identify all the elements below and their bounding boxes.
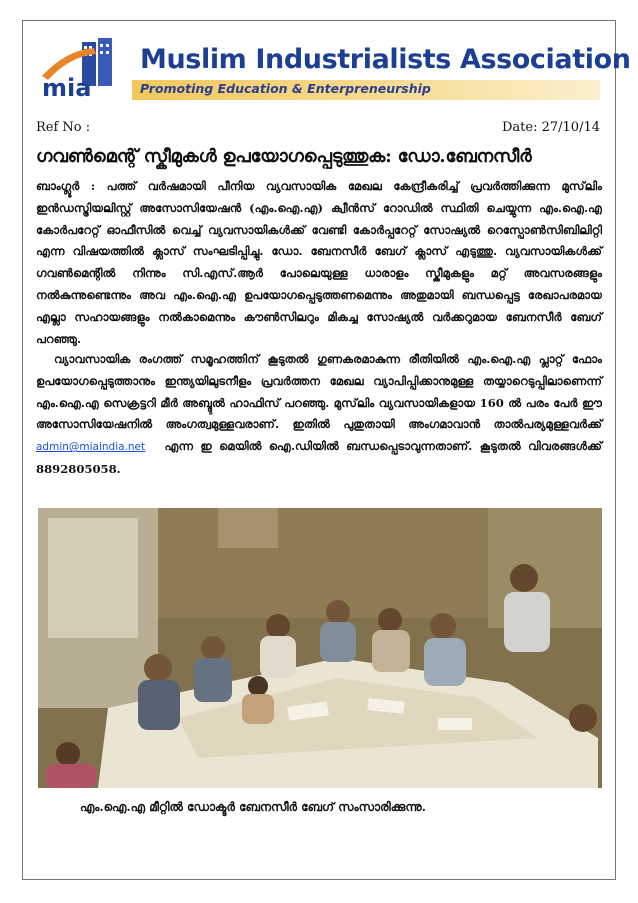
- tagline: Promoting Education & Enterpreneurship: [140, 81, 431, 96]
- article-title: ഗവൺമെന്റ് സ്കീമുകൾ ഉപയോഗപ്പെടുത്തുക: ഡോ.ബേനസീർ: [36, 146, 532, 167]
- meeting-photo: [38, 508, 602, 788]
- reference-number: Ref No :: [36, 120, 91, 135]
- logo-letters: mia: [42, 74, 92, 102]
- photo-caption: എം.ഐ.എ മീറ്റിൽ ഡോക്ടർ ബേനസീർ ബേഗ് സംസാരിക്കുന്നു.: [80, 800, 426, 814]
- email-link[interactable]: admin@miaindia.net: [36, 441, 146, 454]
- paragraph-2-contact: എന്ന ഇ മെയിൽ ഐ.ഡിയിൽ ബന്ധപ്പെടാവുന്നതാണ്. കൂടുതൽ വിവരങ്ങൾക്ക് 8892805058.: [36, 439, 602, 476]
- document-date: Date: 27/10/14: [502, 120, 600, 135]
- mia-logo: [36, 36, 122, 102]
- article-paragraph-1: ബാംഗ്ലൂർ : പത്ത് വർഷമായി പീനിയ വ്യവസായിക മേഖല കേന്ദ്രീകരിച്ച് പ്രവർത്തിക്കുന്ന മുസ്‌ലിം ഇൻഡസ്ട്രിയലിസ്റ്റ് അസോസിയേഷൻ (എം.ഐ.എ) ക്വീൻസ് റോഡിൽ സ്ഥിതി ചെയ്യുന്ന എം.ഐ.എ കോർപറേറ്റ് ഓഫീസിൽ വെച്ച് വ്യവസായികൾക്ക് വേണ്ടി കോർപ്പറേറ്റ് സോഷ്യൽ റെസ്പോൺസിബിലിറ്റി എന്ന വിഷയത്തിൽ ക്ലാസ് സംഘടിപ്പിച്ചു. ഡോ. ബേനസീർ ബേഗ് ക്ലാസ് എടുത്തു. വ്യവസായികൾക്ക് ഗവൺമെന്റിൽ നിന്നും സി.എസ്.ആർ പോലെയുള്ള ധാരാളം സ്കീമുകളും മറ്റ് അവസരങ്ങളും നൽകുന്നുണ്ടെന്നും അവ എം.ഐ.എ ഉപയോഗപ്പെടുത്തണമെന്നും അതുമായി ബന്ധപ്പെട്ട രേഖാപരമായ എല്ലാ സഹായങ്ങളും നൽകാമെന്നും കൗൺസിലറും മികച്ച സോഷ്യൽ വർക്കറുമായ ബേനസീർ ബേഗ് പറഞ്ഞു.: [36, 179, 602, 346]
- paragraph-2-text: വ്യാവസായിക രംഗത്ത് സമൂഹത്തിന് കൂടുതൽ ഗുണകരമാകുന്ന രീതിയിൽ എം.ഐ.എ പ്ലാറ്റ് ഫോം ഉപയോഗപ്പെടുത്താനും ഇന്ത്യയിലുടനീളം പ്രവർത്തന മേഖല വ്യാപിപ്പിക്കാനുമുള്ള തയ്യാറെടുപ്പിലാണെന്ന് എം.ഐ.എ സെക്രട്ടറി മീർ അബ്ദുൽ ഹാഫിസ് പറഞ്ഞു. മുസ്‌ലിം വ്യവസായികളായ 160 ൽ പരം പേർ ഈ അസോസിയേഷനിൽ അംഗത്വമുള്ളവരാണ്. ഇതിൽ പുതുതായി അംഗമാവാൻ താൽപര്യമുള്ളവർക്ക്: [36, 352, 602, 432]
- article-paragraph-2: [36, 349, 602, 481]
- letterhead: [36, 36, 631, 108]
- organization-name: Muslim Industrialists Association: [140, 44, 631, 75]
- tagline-bar: [132, 80, 600, 100]
